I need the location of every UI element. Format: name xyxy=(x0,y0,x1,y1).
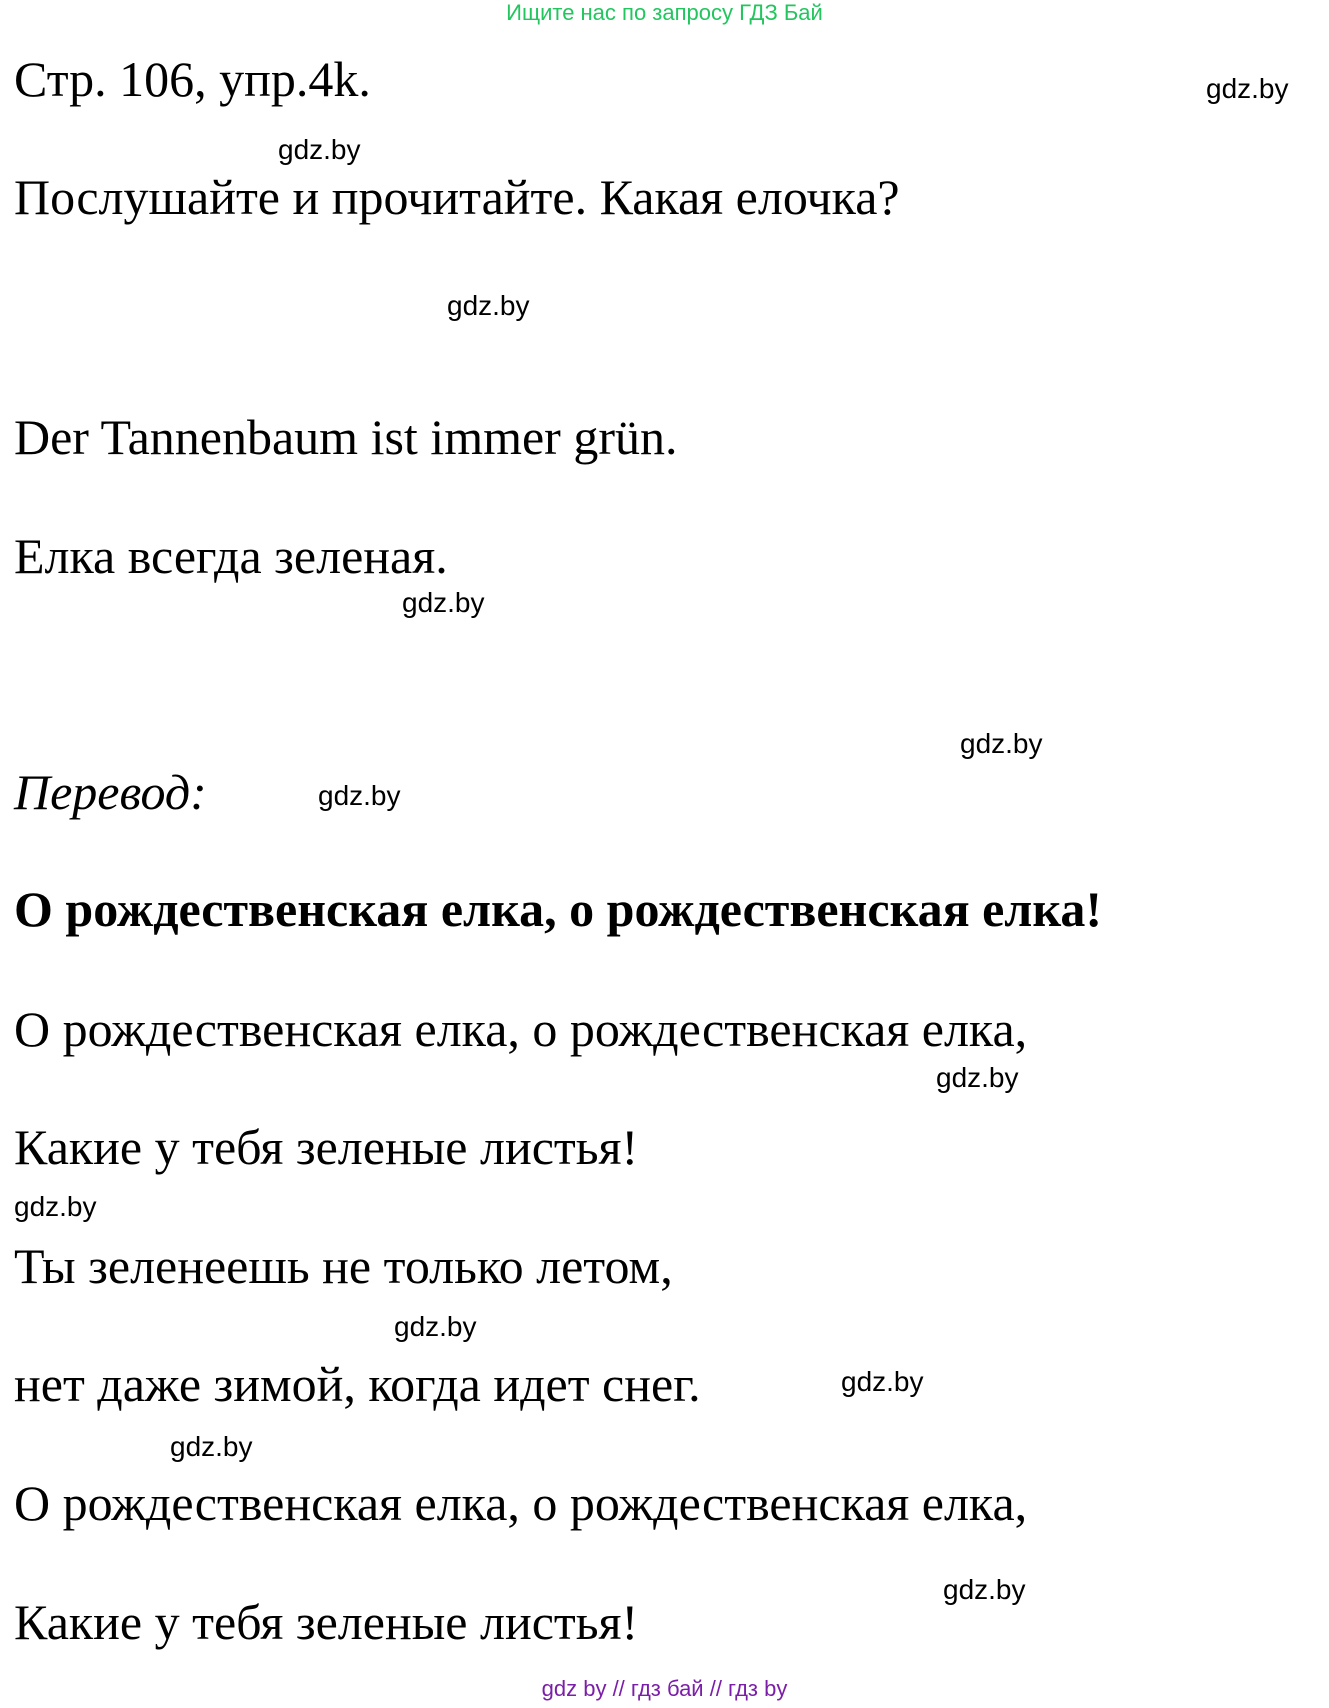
watermark: gdz.by xyxy=(318,780,401,811)
song-line: О рождественская елка, о рождественская елка, xyxy=(14,1001,1028,1057)
watermark: gdz.by xyxy=(394,1311,477,1342)
song-line: нет даже зимой, когда идет снег. xyxy=(14,1356,701,1412)
watermark: gdz.by xyxy=(278,134,361,165)
song-line: Какие у тебя зеленые листья! xyxy=(14,1594,639,1650)
page-heading: Стр. 106, упр.4k. xyxy=(14,51,371,107)
watermark: gdz.by xyxy=(447,290,530,321)
watermark: gdz.by xyxy=(1206,73,1289,104)
song-line: Какие у тебя зеленые листья! xyxy=(14,1119,639,1175)
watermark: gdz.by xyxy=(936,1062,1019,1093)
exercise-instruction: Послушайте и прочитайте. Какая елочка? xyxy=(14,169,900,225)
song-title: О рождественская елка, о рождественская елка! xyxy=(14,881,1103,937)
translation-label: Перевод: xyxy=(14,764,207,820)
watermark: gdz.by xyxy=(170,1431,253,1462)
russian-sentence: Елка всегда зеленая. xyxy=(14,528,448,584)
top-banner: Ищите нас по запросу ГДЗ Бай xyxy=(506,0,823,25)
watermark: gdz.by xyxy=(943,1574,1026,1605)
song-line: О рождественская елка, о рождественская елка, xyxy=(14,1475,1028,1531)
watermark: gdz.by xyxy=(402,587,485,618)
footer-watermark: gdz by // гдз бай // гдз by xyxy=(541,1676,788,1701)
watermark: gdz.by xyxy=(841,1366,924,1397)
song-line: Ты зеленеешь не только летом, xyxy=(14,1238,673,1294)
watermark: gdz.by xyxy=(960,728,1043,759)
german-sentence: Der Tannenbaum ist immer grün. xyxy=(14,409,678,465)
watermark: gdz.by xyxy=(14,1191,97,1222)
